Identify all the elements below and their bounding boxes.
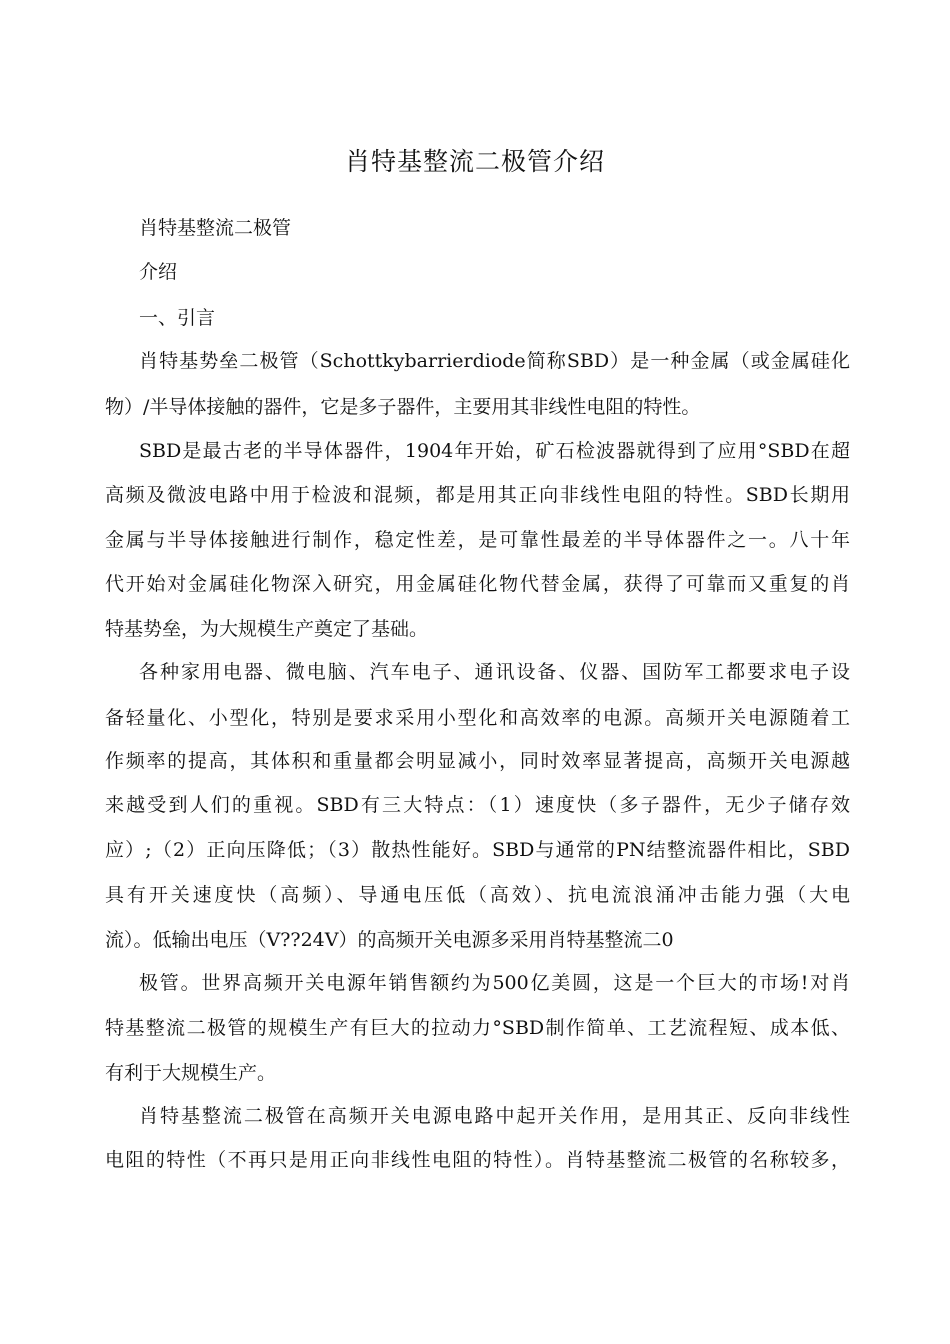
paragraph-line: SBD是最古老的半导体器件，1904年开始，矿石检波器就得到了应用°SBD在超	[139, 440, 850, 462]
paragraph-line: 各种家用电器、微电脑、汽车电子、通讯设备、仪器、国防军工都要求电子设	[139, 661, 850, 683]
subtitle-line: 肖特基整流二极管	[139, 217, 292, 239]
document-title: 肖特基整流二极管介绍	[344, 147, 605, 176]
paragraph-line: 流）。低输出电压（V??24V）的高频开关电源多采用肖特基整流二0	[105, 929, 674, 951]
paragraph-line: 高频及微波电路中用于检波和混频，都是用其正向非线性电阻的特性。SBD长期用	[105, 484, 850, 506]
paragraph-line: 备轻量化、小型化，特别是要求采用小型化和高效率的电源。高频开关电源随着工	[105, 707, 850, 729]
paragraph-line: 作频率的提高，其体积和重量都会明显减小，同时效率显著提高，高频开关电源越	[105, 750, 850, 772]
paragraph-line: 金属与半导体接触进行制作，稳定性差，是可靠性最差的半导体器件之一。八十年	[105, 529, 850, 551]
paragraph-line: 特基整流二极管的规模生产有巨大的拉动力°SBD制作简单、工艺流程短、成本低、	[105, 1017, 850, 1039]
paragraph-line: 肖特基整流二极管在高频开关电源电路中起开关作用，是用其正、反向非线性	[139, 1105, 850, 1127]
paragraph-line: 特基势垒，为大规模生产奠定了基础。	[105, 618, 429, 640]
paragraph-line: 物）/半导体接触的器件，它是多子器件，主要用其非线性电阻的特性。	[105, 396, 701, 418]
paragraph-line: 具有开关速度快（高频）、导通电压低（高效）、抗电流浪涌冲击能力强（大电	[105, 884, 850, 906]
paragraph-line: 极管。世界高频开关电源年销售额约为500亿美圆，这是一个巨大的市场!对肖	[139, 972, 850, 994]
paragraph-line: 代开始对金属硅化物深入研究，用金属硅化物代替金属，获得了可靠而又重复的肖	[105, 573, 850, 595]
subtitle-line: 介绍	[139, 261, 178, 283]
paragraph-line: 电阻的特性（不再只是用正向非线性电阻的特性）。肖特基整流二极管的名称较多，	[105, 1149, 850, 1171]
paragraph-line: 有利于大规模生产。	[105, 1062, 277, 1084]
paragraph-line: 来越受到人们的重视。SBD有三大特点：（1）速度快（多子器件，无少子储存效	[105, 794, 850, 816]
paragraph-line: 应）;（2）正向压降低；（3）散热性能好。SBD与通常的PN结整流器件相比，SBD	[105, 839, 850, 861]
section-heading: 一、引言	[139, 307, 216, 329]
paragraph-line: 肖特基势垒二极管（Schottkybarrierdiode简称SBD）是一种金属（或金属硅化	[139, 350, 850, 372]
